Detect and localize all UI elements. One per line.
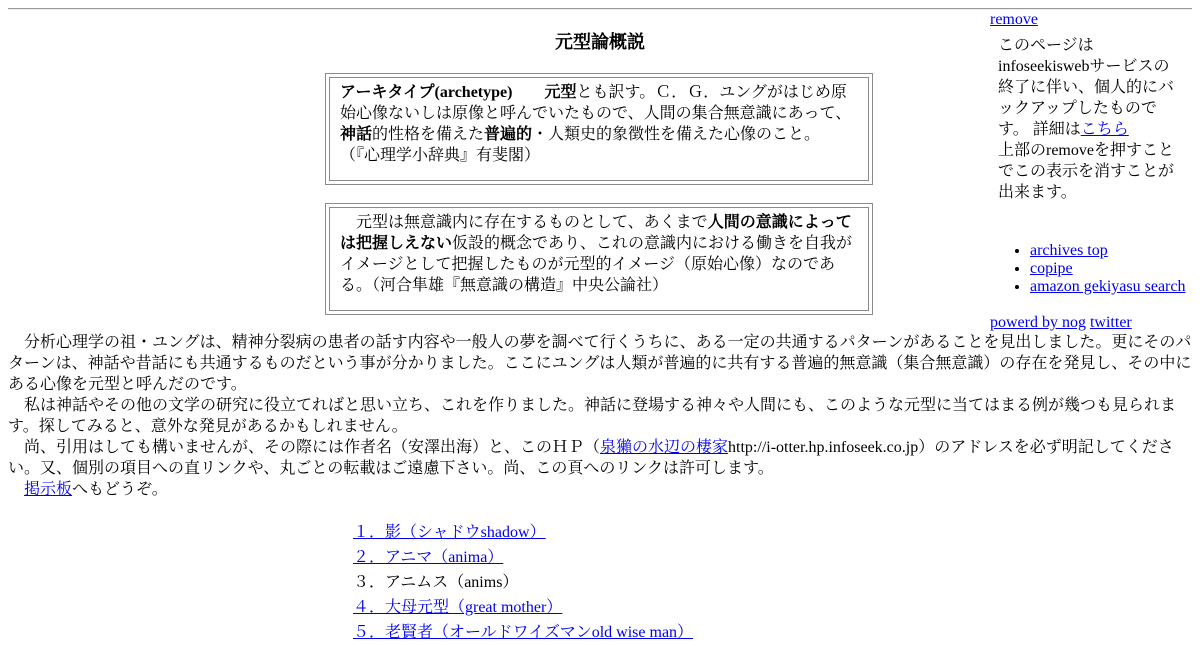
bold-universal: 普遍的 [484,126,533,143]
twitter-link[interactable]: twitter [1089,314,1132,331]
toc-link-great-mother[interactable]: ４．大母元型（great mother） [353,599,563,616]
definition-box-2-inner [329,207,869,311]
definition-box-2 [325,203,873,315]
notice-text-2: 上部のremoveを押すことでこの表示を消すことが出来ます。 [998,142,1175,201]
quote-text: 元型は無意識内に存在するものとして、あくまで [340,214,708,231]
intro-paragraph-1: 分析心理学の祖・ユングは、精神分裂病の患者の話す内容や一般人の夢を調べて行くうちに、ある一定の共通するパターンがあることを見出しました。更にそのパターンは、神話や昔話にも共通するものだという事が分かりました。ここにユングは人類が普遍的に共有する普遍的無意識（集合無意識）の存在を発見し、その中にある心像を元型と呼んだのです。 [8,334,1192,393]
definition-text-3: ・人類史的象徴性を備えた心像のこと。 [532,126,821,143]
citation-text: 尚、引用はしても構いませんが、その際には作者名（安澤出海）と、このＨＰ（ [24,439,601,456]
powered-by [990,312,1132,333]
toc-link-shadow[interactable]: １．影（シャドウshadow） [353,524,546,541]
toc-text-animus: ３．アニムス（anims） [353,574,519,591]
powered-by-link[interactable]: powerd by nog [990,314,1086,331]
table-of-contents [353,520,693,645]
archives-top-link[interactable]: archives top [1030,242,1108,259]
toc-item [353,620,693,645]
intro-paragraph-2: 私は神話やその他の文学の研究に役立てればと思い立ち、これを作りました。神話に登場する神々や人間にも、このような元型に当てはまる例が幾つも見られます。探してみると、意外な発見があるかもしれません。 [8,397,1177,435]
backup-notice [998,35,1182,203]
toc-item [353,545,693,570]
bold-myth: 神話 [340,126,373,143]
definition-box-1 [325,73,873,185]
toc-item [353,520,693,545]
toc-item [353,570,693,595]
citation-text-2: http://i-otter.hp.infoseek.co.jp）のアドレスを必ず明記してください。又、個別の項目への直リンクや、丸ごとの転載はご遠慮下さい。尚、この頁へのリンクは許可します。 [8,439,1174,477]
bbs-text: へもどうぞ。 [72,481,168,498]
copipe-link[interactable]: copipe [1030,260,1073,277]
list-item [1030,260,1185,278]
toc-link-anima[interactable]: ２．アニマ（anima） [353,549,504,566]
toc-item [353,595,693,620]
bbs-link[interactable]: 掲示板 [24,481,73,498]
notice-text: このページはinfoseekiswebサービスの終了に伴い、個人的にバックアップしたものです。 詳細は [998,37,1175,138]
definition-text-2: 的性格を備えた [372,126,485,143]
quote-text-2: 仮設的概念であり、これの意識内における働きを自我がイメージとして把握したものが元型的イメージ（原始心像）なのである。（河合隼雄『無意識の構造』中央公論社） [340,235,853,294]
toc-link-old-wise-man[interactable]: ５．老賢者（オールドワイズマンold wise man） [353,624,694,641]
definition-box-1-inner [329,77,869,181]
list-item [1030,242,1185,260]
amazon-search-link[interactable]: amazon gekiyasu search [1030,278,1186,295]
term-archetype: アーキタイプ(archetype) [340,84,513,101]
intro-paragraph-4 [8,479,1192,500]
page-title: 元型論概説 [555,32,645,52]
homepage-link[interactable]: 泉獺の水辺の棲家 [600,439,729,456]
quote-bold: 人間の意識によっては把握しえない [340,214,852,252]
definition-text: とも訳す。Ｃ．Ｇ．ユングがはじめ原始心像ないしは原像と呼んでいたもので、人間の集合無意識にあって、 [340,84,852,122]
details-link[interactable]: こちら [1080,121,1129,138]
intro-paragraph-3 [8,437,1192,479]
term-genkei: 元型 [544,84,577,101]
remove-link[interactable]: remove [990,11,1038,28]
list-item [1030,278,1185,296]
sidebar-links [990,242,1185,296]
definition-source: （『心理学小辞典』有斐閣） [340,147,541,164]
